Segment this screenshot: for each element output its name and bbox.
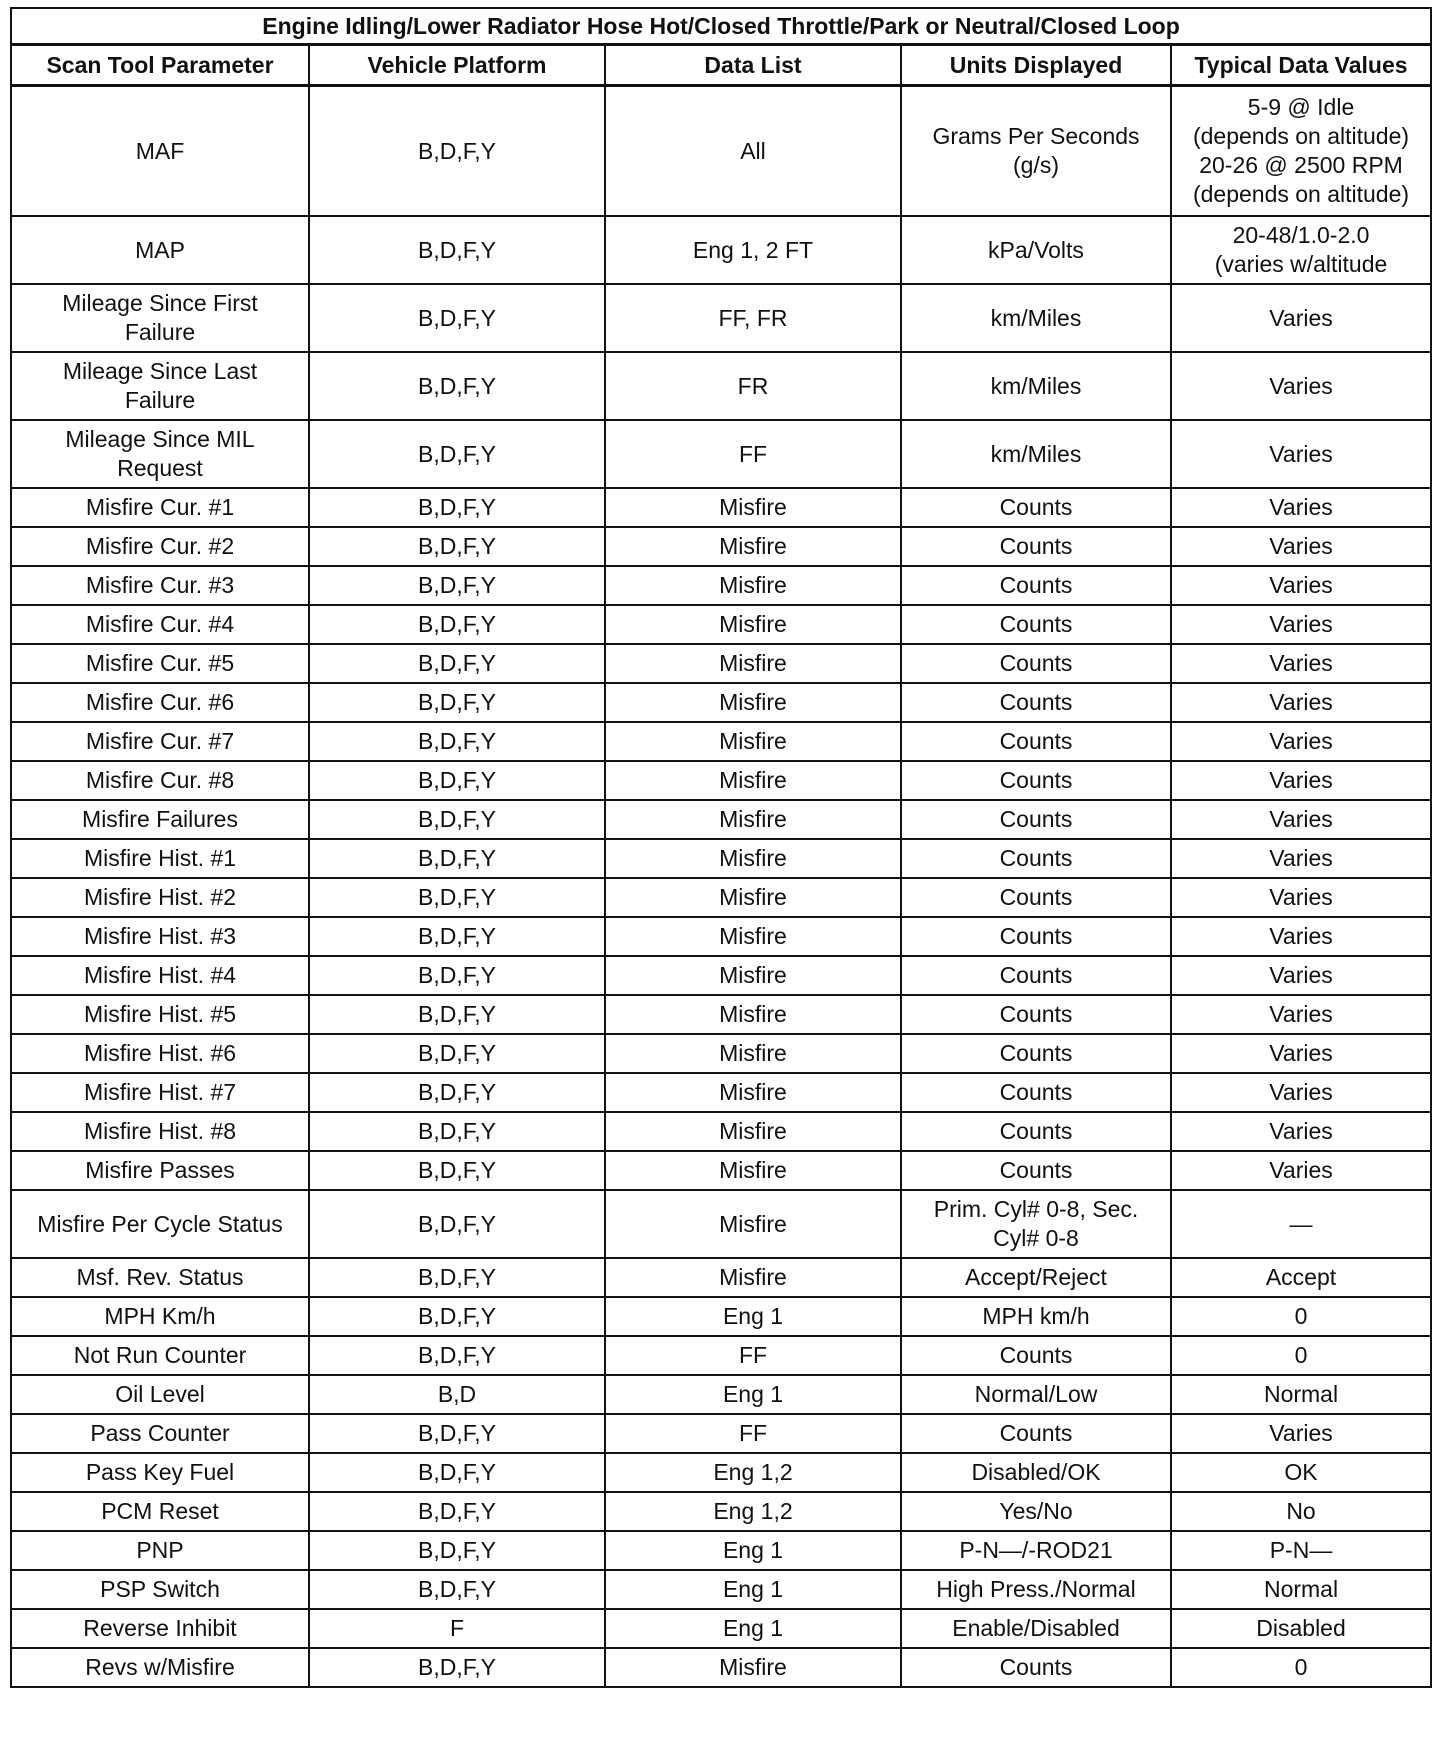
platform-cell: B,D,F,Y	[309, 1034, 605, 1073]
units-cell: Counts	[901, 1073, 1171, 1112]
typical-value-cell: Varies	[1171, 683, 1431, 722]
param-cell: Misfire Passes	[11, 1151, 309, 1190]
param-cell: Mileage Since Last Failure	[11, 352, 309, 420]
table-row	[11, 1151, 1431, 1190]
table-row	[11, 761, 1431, 800]
typical-value-cell: 5-9 @ Idle (depends on altitude) 20-26 @ 2500 RPM (depends on altitude)	[1171, 86, 1431, 217]
typical-value-cell: 20-48/1.0-2.0 (varies w/altitude	[1171, 216, 1431, 284]
param-cell: Misfire Hist. #2	[11, 878, 309, 917]
table-title: Engine Idling/Lower Radiator Hose Hot/Closed Throttle/Park or Neutral/Closed Loop	[11, 8, 1431, 45]
data-list-cell: Eng 1, 2 FT	[605, 216, 901, 284]
table-row	[11, 488, 1431, 527]
platform-cell: B,D,F,Y	[309, 1073, 605, 1112]
platform-cell: B,D,F,Y	[309, 1492, 605, 1531]
table-title-row	[11, 8, 1431, 45]
param-cell: Misfire Per Cycle Status	[11, 1190, 309, 1258]
param-cell: Misfire Hist. #6	[11, 1034, 309, 1073]
data-list-cell: Misfire	[605, 1648, 901, 1687]
table-row	[11, 1073, 1431, 1112]
units-cell: Normal/Low	[901, 1375, 1171, 1414]
table-row	[11, 839, 1431, 878]
typical-value-cell: 0	[1171, 1648, 1431, 1687]
typical-value-cell: Varies	[1171, 420, 1431, 488]
table-row	[11, 1414, 1431, 1453]
header-row	[11, 45, 1431, 86]
data-list-cell: Misfire	[605, 1258, 901, 1297]
units-cell: MPH km/h	[901, 1297, 1171, 1336]
platform-cell: B,D,F,Y	[309, 683, 605, 722]
table-row	[11, 216, 1431, 284]
typical-value-cell: Varies	[1171, 1112, 1431, 1151]
platform-cell: B,D,F,Y	[309, 566, 605, 605]
units-cell: Counts	[901, 800, 1171, 839]
units-cell: Counts	[901, 995, 1171, 1034]
header-typical-data-values: Typical Data Values	[1171, 45, 1431, 86]
param-cell: Misfire Cur. #1	[11, 488, 309, 527]
platform-cell: B,D,F,Y	[309, 605, 605, 644]
units-cell: kPa/Volts	[901, 216, 1171, 284]
data-list-cell: Misfire	[605, 1073, 901, 1112]
table-row	[11, 527, 1431, 566]
platform-cell: B,D,F,Y	[309, 1151, 605, 1190]
units-cell: Counts	[901, 1414, 1171, 1453]
param-cell: Misfire Cur. #7	[11, 722, 309, 761]
units-cell: Counts	[901, 722, 1171, 761]
platform-cell: B,D,F,Y	[309, 1453, 605, 1492]
platform-cell: B,D,F,Y	[309, 1297, 605, 1336]
data-list-cell: Eng 1,2	[605, 1492, 901, 1531]
platform-cell: B,D,F,Y	[309, 488, 605, 527]
table-row	[11, 1034, 1431, 1073]
platform-cell: B,D,F,Y	[309, 722, 605, 761]
param-cell: Mileage Since First Failure	[11, 284, 309, 352]
data-list-cell: Eng 1	[605, 1297, 901, 1336]
data-list-cell: Misfire	[605, 917, 901, 956]
table-row	[11, 1531, 1431, 1570]
units-cell: km/Miles	[901, 420, 1171, 488]
units-cell: Counts	[901, 1648, 1171, 1687]
data-list-cell: Eng 1	[605, 1375, 901, 1414]
platform-cell: B,D,F,Y	[309, 86, 605, 217]
typical-value-cell: Varies	[1171, 352, 1431, 420]
typical-value-cell: Disabled	[1171, 1609, 1431, 1648]
param-cell: PNP	[11, 1531, 309, 1570]
header-data-list: Data List	[605, 45, 901, 86]
typical-value-cell: Varies	[1171, 995, 1431, 1034]
typical-value-cell: Varies	[1171, 956, 1431, 995]
platform-cell: B,D,F,Y	[309, 956, 605, 995]
table-row	[11, 1190, 1431, 1258]
table-row	[11, 800, 1431, 839]
units-cell: Counts	[901, 1336, 1171, 1375]
data-list-cell: All	[605, 86, 901, 217]
param-cell: PSP Switch	[11, 1570, 309, 1609]
typical-value-cell: P-N—	[1171, 1531, 1431, 1570]
table-row	[11, 352, 1431, 420]
data-list-cell: Eng 1	[605, 1531, 901, 1570]
data-list-cell: Eng 1,2	[605, 1453, 901, 1492]
table-row	[11, 956, 1431, 995]
data-list-cell: Misfire	[605, 1034, 901, 1073]
typical-value-cell: No	[1171, 1492, 1431, 1531]
platform-cell: B,D,F,Y	[309, 839, 605, 878]
table-row	[11, 1648, 1431, 1687]
platform-cell: B,D,F,Y	[309, 878, 605, 917]
data-list-cell: Misfire	[605, 1112, 901, 1151]
param-cell: Misfire Cur. #5	[11, 644, 309, 683]
table-row	[11, 1258, 1431, 1297]
platform-cell: B,D,F,Y	[309, 216, 605, 284]
typical-value-cell: Normal	[1171, 1375, 1431, 1414]
table-row	[11, 566, 1431, 605]
param-cell: Misfire Failures	[11, 800, 309, 839]
units-cell: Counts	[901, 878, 1171, 917]
table-row	[11, 1609, 1431, 1648]
typical-value-cell: Varies	[1171, 917, 1431, 956]
typical-value-cell: 0	[1171, 1297, 1431, 1336]
units-cell: High Press./Normal	[901, 1570, 1171, 1609]
units-cell: Counts	[901, 1151, 1171, 1190]
platform-cell: B,D,F,Y	[309, 352, 605, 420]
units-cell: Grams Per Seconds (g/s)	[901, 86, 1171, 217]
table-row	[11, 722, 1431, 761]
data-list-cell: Misfire	[605, 488, 901, 527]
param-cell: Mileage Since MIL Request	[11, 420, 309, 488]
platform-cell: B,D,F,Y	[309, 917, 605, 956]
param-cell: Misfire Hist. #7	[11, 1073, 309, 1112]
units-cell: Counts	[901, 566, 1171, 605]
typical-value-cell: Varies	[1171, 566, 1431, 605]
data-list-cell: Misfire	[605, 566, 901, 605]
data-list-cell: FF	[605, 420, 901, 488]
data-list-cell: Misfire	[605, 761, 901, 800]
platform-cell: B,D,F,Y	[309, 1112, 605, 1151]
platform-cell: B,D,F,Y	[309, 420, 605, 488]
param-cell: MAP	[11, 216, 309, 284]
platform-cell: B,D,F,Y	[309, 800, 605, 839]
units-cell: Counts	[901, 527, 1171, 566]
param-cell: MPH Km/h	[11, 1297, 309, 1336]
typical-value-cell: 0	[1171, 1336, 1431, 1375]
data-list-cell: Misfire	[605, 683, 901, 722]
param-cell: Pass Counter	[11, 1414, 309, 1453]
data-list-cell: Misfire	[605, 722, 901, 761]
units-cell: Counts	[901, 917, 1171, 956]
param-cell: Revs w/Misfire	[11, 1648, 309, 1687]
typical-value-cell: Normal	[1171, 1570, 1431, 1609]
table-row	[11, 420, 1431, 488]
typical-value-cell: Varies	[1171, 1073, 1431, 1112]
data-list-cell: Misfire	[605, 800, 901, 839]
scan-tool-data-table	[10, 7, 1432, 1688]
data-list-cell: FF	[605, 1336, 901, 1375]
typical-value-cell: Varies	[1171, 800, 1431, 839]
units-cell: Counts	[901, 605, 1171, 644]
document-page	[10, 7, 1430, 1688]
typical-value-cell: Varies	[1171, 527, 1431, 566]
units-cell: Counts	[901, 644, 1171, 683]
platform-cell: B,D,F,Y	[309, 761, 605, 800]
data-list-cell: Eng 1	[605, 1570, 901, 1609]
units-cell: Counts	[901, 488, 1171, 527]
typical-value-cell: Varies	[1171, 488, 1431, 527]
typical-value-cell: OK	[1171, 1453, 1431, 1492]
table-row	[11, 1375, 1431, 1414]
data-list-cell: Misfire	[605, 527, 901, 566]
table-row	[11, 917, 1431, 956]
platform-cell: B,D,F,Y	[309, 1190, 605, 1258]
typical-value-cell: Varies	[1171, 1034, 1431, 1073]
platform-cell: B,D,F,Y	[309, 1336, 605, 1375]
table-row	[11, 878, 1431, 917]
platform-cell: B,D,F,Y	[309, 1258, 605, 1297]
units-cell: P-N—/-ROD21	[901, 1531, 1171, 1570]
data-list-cell: Misfire	[605, 995, 901, 1034]
platform-cell: B,D,F,Y	[309, 1531, 605, 1570]
platform-cell: B,D,F,Y	[309, 1570, 605, 1609]
param-cell: Pass Key Fuel	[11, 1453, 309, 1492]
units-cell: Counts	[901, 761, 1171, 800]
table-row	[11, 1112, 1431, 1151]
param-cell: Misfire Cur. #6	[11, 683, 309, 722]
typical-value-cell: —	[1171, 1190, 1431, 1258]
param-cell: PCM Reset	[11, 1492, 309, 1531]
platform-cell: B,D,F,Y	[309, 1414, 605, 1453]
param-cell: Misfire Hist. #5	[11, 995, 309, 1034]
typical-value-cell: Varies	[1171, 878, 1431, 917]
table-row	[11, 605, 1431, 644]
units-cell: Counts	[901, 956, 1171, 995]
units-cell: Counts	[901, 839, 1171, 878]
header-scan-tool-parameter: Scan Tool Parameter	[11, 45, 309, 86]
platform-cell: F	[309, 1609, 605, 1648]
table-row	[11, 1297, 1431, 1336]
data-list-cell: Misfire	[605, 839, 901, 878]
platform-cell: B,D,F,Y	[309, 644, 605, 683]
param-cell: Misfire Cur. #4	[11, 605, 309, 644]
table-row	[11, 683, 1431, 722]
header-vehicle-platform: Vehicle Platform	[309, 45, 605, 86]
param-cell: Reverse Inhibit	[11, 1609, 309, 1648]
data-list-cell: Misfire	[605, 956, 901, 995]
typical-value-cell: Varies	[1171, 284, 1431, 352]
units-cell: km/Miles	[901, 284, 1171, 352]
platform-cell: B,D	[309, 1375, 605, 1414]
units-cell: Counts	[901, 1034, 1171, 1073]
units-cell: Counts	[901, 683, 1171, 722]
typical-value-cell: Varies	[1171, 722, 1431, 761]
units-cell: Counts	[901, 1112, 1171, 1151]
param-cell: Misfire Hist. #1	[11, 839, 309, 878]
table-body	[11, 86, 1431, 1688]
typical-value-cell: Varies	[1171, 644, 1431, 683]
param-cell: Msf. Rev. Status	[11, 1258, 309, 1297]
data-list-cell: Misfire	[605, 605, 901, 644]
param-cell: Misfire Cur. #8	[11, 761, 309, 800]
data-list-cell: Misfire	[605, 1151, 901, 1190]
param-cell: Misfire Hist. #4	[11, 956, 309, 995]
typical-value-cell: Varies	[1171, 1414, 1431, 1453]
units-cell: Prim. Cyl# 0-8, Sec. Cyl# 0-8	[901, 1190, 1171, 1258]
typical-value-cell: Varies	[1171, 839, 1431, 878]
platform-cell: B,D,F,Y	[309, 527, 605, 566]
data-list-cell: Eng 1	[605, 1609, 901, 1648]
header-units-displayed: Units Displayed	[901, 45, 1171, 86]
data-list-cell: Misfire	[605, 878, 901, 917]
units-cell: Yes/No	[901, 1492, 1171, 1531]
table-row	[11, 1570, 1431, 1609]
typical-value-cell: Accept	[1171, 1258, 1431, 1297]
table-row	[11, 1492, 1431, 1531]
platform-cell: B,D,F,Y	[309, 995, 605, 1034]
table-row	[11, 86, 1431, 217]
param-cell: Misfire Hist. #8	[11, 1112, 309, 1151]
param-cell: Misfire Hist. #3	[11, 917, 309, 956]
data-list-cell: FF	[605, 1414, 901, 1453]
platform-cell: B,D,F,Y	[309, 1648, 605, 1687]
param-cell: Misfire Cur. #3	[11, 566, 309, 605]
data-list-cell: Misfire	[605, 644, 901, 683]
param-cell: Not Run Counter	[11, 1336, 309, 1375]
typical-value-cell: Varies	[1171, 761, 1431, 800]
param-cell: Oil Level	[11, 1375, 309, 1414]
param-cell: MAF	[11, 86, 309, 217]
platform-cell: B,D,F,Y	[309, 284, 605, 352]
data-list-cell: FR	[605, 352, 901, 420]
units-cell: Enable/Disabled	[901, 1609, 1171, 1648]
table-row	[11, 644, 1431, 683]
typical-value-cell: Varies	[1171, 605, 1431, 644]
units-cell: Accept/Reject	[901, 1258, 1171, 1297]
param-cell: Misfire Cur. #2	[11, 527, 309, 566]
table-row	[11, 1453, 1431, 1492]
table-row	[11, 1336, 1431, 1375]
units-cell: km/Miles	[901, 352, 1171, 420]
data-list-cell: FF, FR	[605, 284, 901, 352]
table-row	[11, 995, 1431, 1034]
data-list-cell: Misfire	[605, 1190, 901, 1258]
typical-value-cell: Varies	[1171, 1151, 1431, 1190]
units-cell: Disabled/OK	[901, 1453, 1171, 1492]
table-row	[11, 284, 1431, 352]
